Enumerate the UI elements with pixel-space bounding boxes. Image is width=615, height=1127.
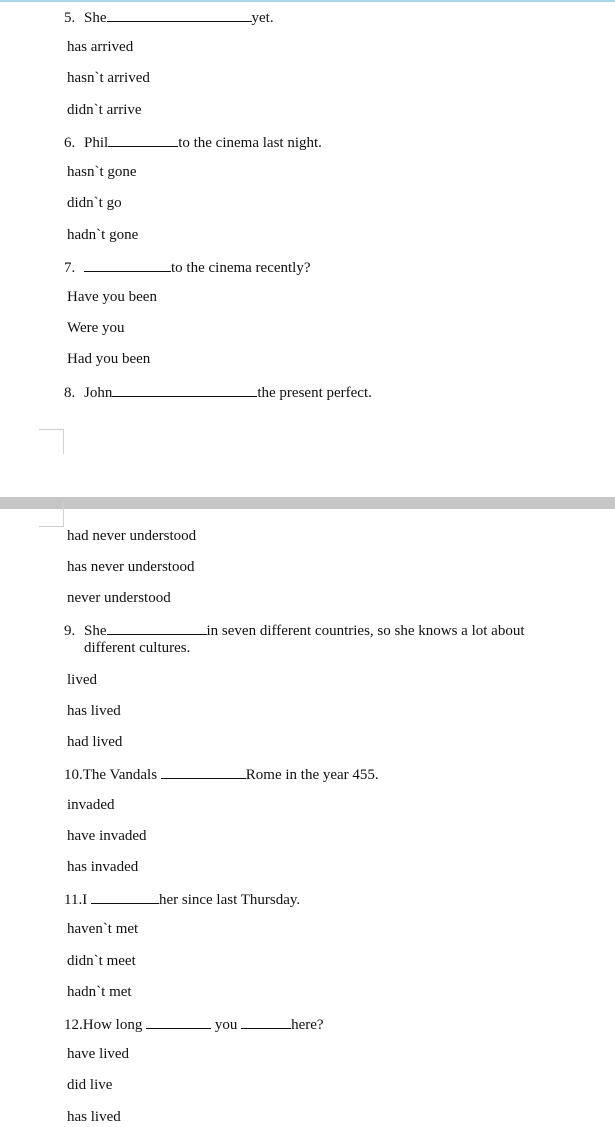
page-top-border <box>0 0 615 2</box>
option: didn`t arrive <box>67 102 142 118</box>
option: hadn`t met <box>67 984 132 1000</box>
question-7 <box>64 257 311 277</box>
option: didn`t meet <box>67 953 136 969</box>
question-text-before: Phil <box>84 135 109 151</box>
question-number: 7. <box>64 260 76 276</box>
option: hadn`t gone <box>67 227 139 243</box>
option: had lived <box>67 734 123 750</box>
question-text-after: here? <box>291 1017 324 1033</box>
question-text-before: John <box>84 385 113 401</box>
question-number: 8. <box>64 385 76 401</box>
answer-blank <box>146 1014 211 1029</box>
question-text-before: How long <box>82 1017 143 1033</box>
option: has arrived <box>67 39 134 55</box>
question-number: 11. <box>64 892 83 908</box>
answer-blank <box>161 764 246 779</box>
question-text-after: her since last Thursday. <box>158 892 301 908</box>
answer-blank <box>241 1014 291 1029</box>
page-corner-mark <box>39 502 64 527</box>
question-number: 6. <box>64 135 76 151</box>
question-number: 12. <box>64 1017 83 1033</box>
option: had never understood <box>67 528 197 544</box>
option: has invaded <box>67 859 139 875</box>
question-text-after: to the cinema recently? <box>171 260 311 276</box>
answer-blank <box>107 7 252 22</box>
question-8 <box>64 382 372 402</box>
page-break <box>0 497 615 509</box>
question-9 <box>64 620 525 640</box>
question-number: 5. <box>64 10 76 26</box>
option: has lived <box>67 1109 121 1125</box>
option: has never understood <box>67 559 195 575</box>
option: have invaded <box>67 828 147 844</box>
option: Were you <box>67 320 125 336</box>
question-11 <box>64 889 300 909</box>
option: Have you been <box>67 289 157 305</box>
question-number: 10. <box>64 767 83 783</box>
question-text-after: yet. <box>251 10 274 26</box>
answer-blank <box>91 889 159 904</box>
option: did live <box>67 1077 113 1093</box>
answer-blank <box>112 382 257 397</box>
question-9-continuation: different cultures. <box>84 640 191 656</box>
option: lived <box>67 672 97 688</box>
question-text-before: She <box>84 10 107 26</box>
question-text-before: She <box>84 623 107 639</box>
question-6 <box>64 132 322 152</box>
question-number: 9. <box>64 623 76 639</box>
option: haven`t met <box>67 921 139 937</box>
question-text-before: I <box>82 892 88 908</box>
option: Had you been <box>67 351 151 367</box>
question-text-after: Rome in the year 455. <box>245 767 379 783</box>
answer-blank <box>84 257 171 272</box>
option: hasn`t arrived <box>67 70 150 86</box>
option: hasn`t gone <box>67 164 137 180</box>
option: have lived <box>67 1046 130 1062</box>
option: invaded <box>67 797 115 813</box>
option: didn`t go <box>67 195 122 211</box>
question-text-before: The Vandals <box>82 767 158 783</box>
answer-blank <box>107 620 207 635</box>
question-12 <box>64 1014 324 1034</box>
question-text-after: the present perfect. <box>257 385 372 401</box>
question-text-after: to the cinema last night. <box>178 135 322 151</box>
option: never understood <box>67 590 171 606</box>
question-text-after: in seven different countries, so she knows a lot about <box>206 623 525 639</box>
option: has lived <box>67 703 121 719</box>
question-text-middle: you <box>214 1017 238 1033</box>
question-5 <box>64 7 274 27</box>
answer-blank <box>108 132 178 147</box>
page-corner-mark <box>39 429 64 454</box>
question-10 <box>64 764 379 784</box>
